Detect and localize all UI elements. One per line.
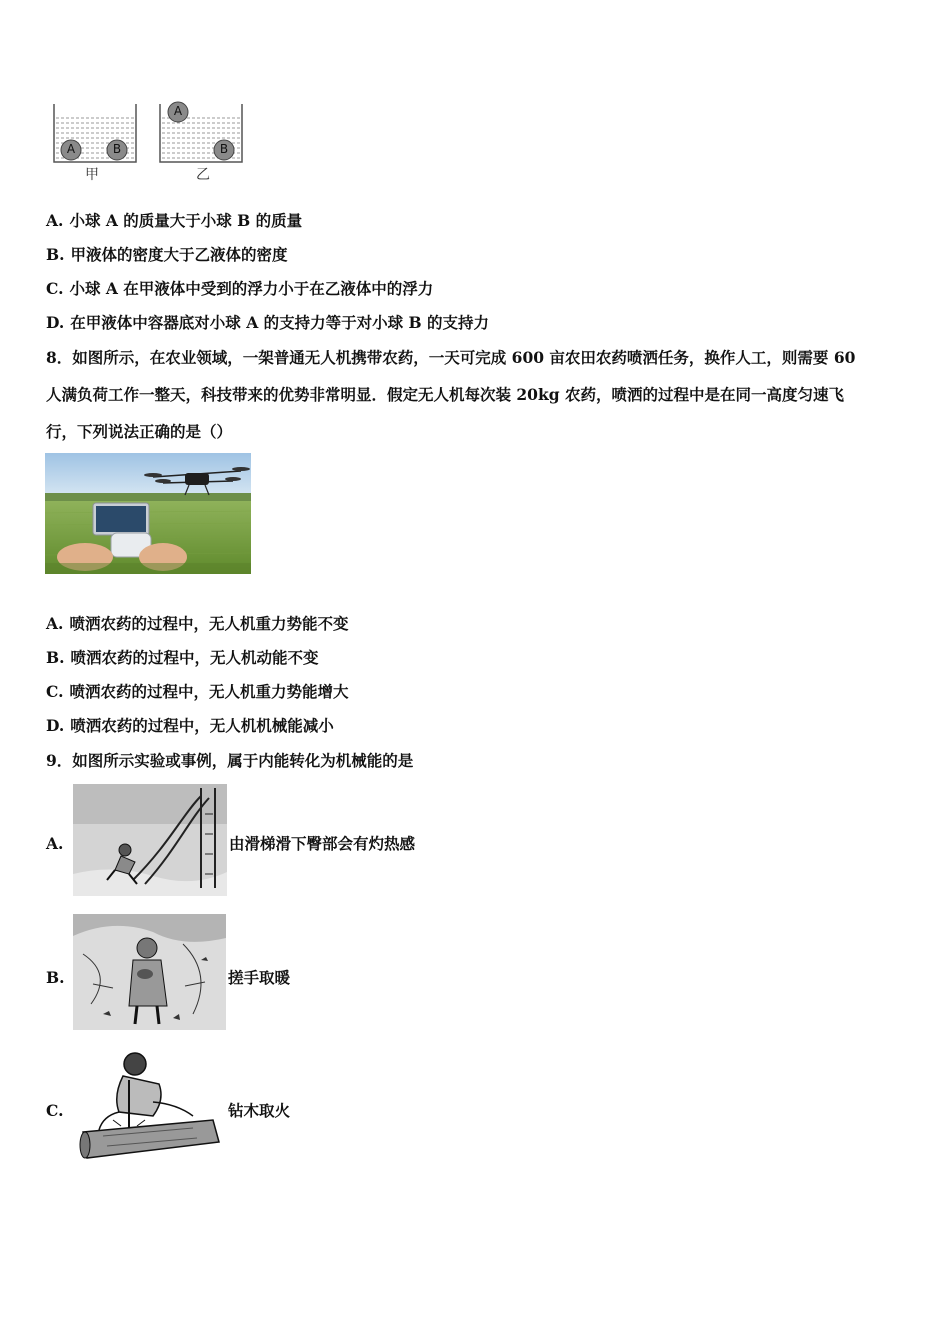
option-text: 喷洒农药的过程中，无人机动能不变: [70, 648, 319, 667]
q9-option-a-letter[interactable]: A.: [46, 834, 64, 853]
option-letter: B.: [46, 245, 65, 264]
rubbing-hands-picture: [73, 914, 226, 1030]
drilling-wood-picture: [73, 1046, 227, 1162]
option-letter: D.: [46, 716, 65, 735]
q7-option-b[interactable]: [46, 245, 288, 265]
ball-b-label-right: B: [219, 142, 229, 156]
slide-picture: [73, 784, 227, 896]
ball-a-label-right: A: [173, 104, 183, 118]
ball-b-label-left: B: [112, 142, 122, 156]
beakers-diagram: [50, 98, 250, 180]
q8-stem-line3: 行，下列说法正确的是（）: [46, 422, 233, 441]
option-letter: A.: [46, 211, 64, 230]
ball-a-label-left: A: [66, 142, 76, 156]
option-letter: B.: [46, 648, 65, 667]
option-text: 小球 A 的质量大于小球 B 的质量: [69, 211, 303, 230]
beaker-right-label: 乙: [196, 167, 210, 183]
option-text: 喷洒农药的过程中，无人机机械能减小: [70, 716, 334, 735]
q8-option-a[interactable]: [46, 614, 348, 634]
q8-stem-line2: 人满负荷工作一整天，科技带来的优势非常明显．假定无人机每次装 20kg 农药，喷洒的过程中是在同一高度匀速飞: [46, 385, 844, 404]
q7-option-d[interactable]: [46, 313, 489, 333]
option-text: 小球 A 在甲液体中受到的浮力小于在乙液体中的浮力: [69, 279, 434, 298]
q7-figure: [50, 98, 250, 180]
q7-option-c[interactable]: [46, 279, 433, 299]
option-text: 在甲液体中容器底对小球 A 的支持力等于对小球 B 的支持力: [70, 313, 490, 332]
q8-option-b[interactable]: [46, 648, 319, 668]
option-letter: C.: [46, 279, 64, 298]
option-letter: D.: [46, 313, 65, 332]
drone-field-photo: [45, 453, 251, 574]
beaker-left-label: 甲: [85, 167, 99, 183]
q9-option-c-text: 钻木取火: [228, 1101, 291, 1120]
q8-option-d[interactable]: [46, 716, 334, 736]
q9-option-b-letter[interactable]: B.: [46, 968, 65, 987]
option-text: 喷洒农药的过程中，无人机重力势能不变: [69, 614, 349, 633]
q8-option-c[interactable]: [46, 682, 348, 702]
option-letter: A.: [46, 614, 64, 633]
q8-stem-line1: 8．如图所示，在农业领域，一架普通无人机携带农药，一天可完成 600 亩农田农药喷洒任务，换作人工，则需要 60: [46, 348, 856, 367]
q9-stem: 9．如图所示实验或事例，属于内能转化为机械能的是: [46, 751, 414, 770]
q7-option-a[interactable]: [46, 211, 302, 231]
option-text: 喷洒农药的过程中，无人机重力势能增大: [69, 682, 349, 701]
q9-option-b-text: 搓手取暖: [228, 968, 291, 987]
q9-option-c-letter[interactable]: C.: [46, 1101, 64, 1120]
option-letter: C.: [46, 682, 64, 701]
q9-option-a-text: 由滑梯滑下臀部会有灼热感: [229, 834, 416, 853]
option-text: 甲液体的密度大于乙液体的密度: [70, 245, 288, 264]
